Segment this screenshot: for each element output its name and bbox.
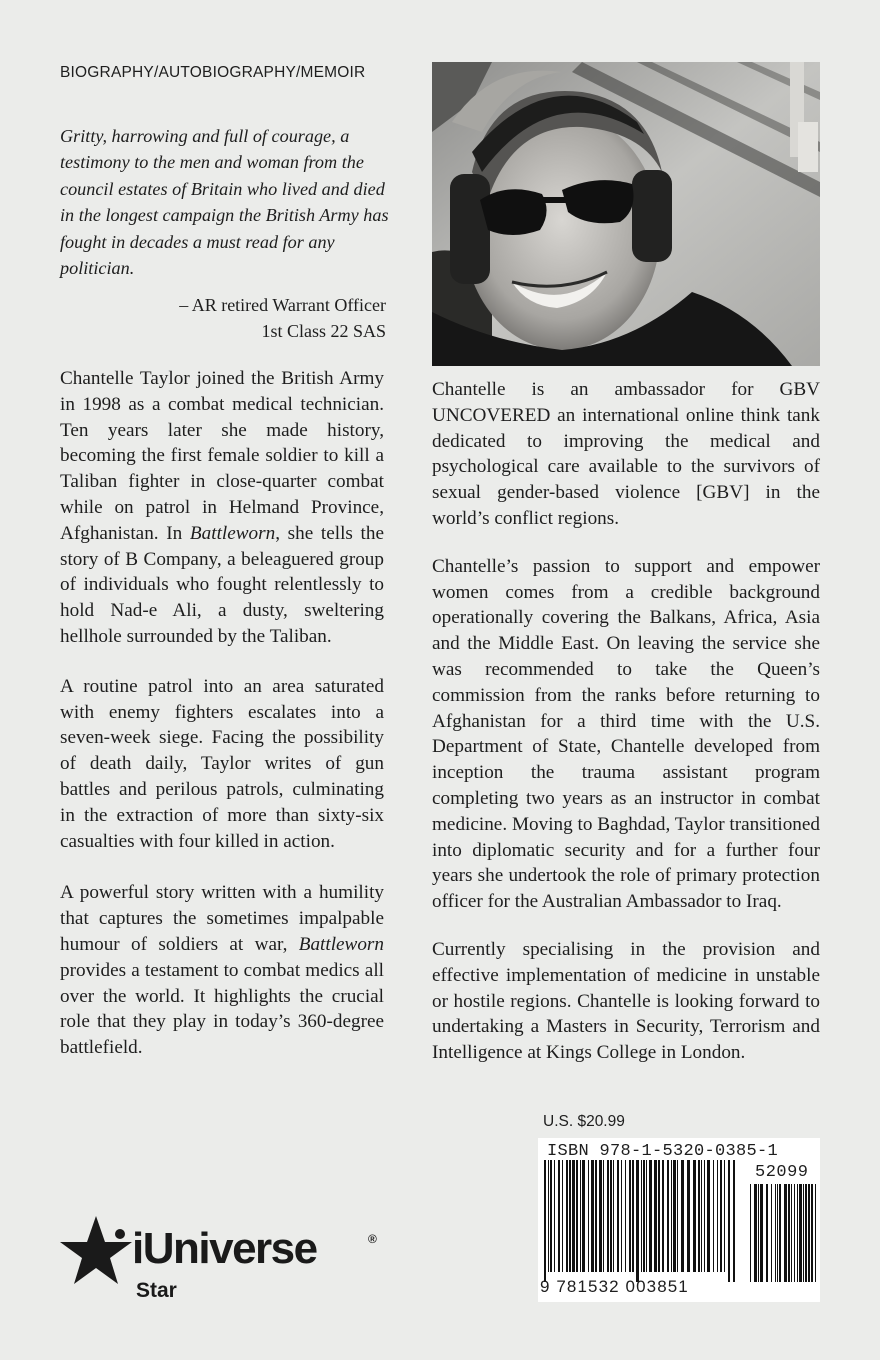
bio-paragraph-2: Chantelle’s passion to support and empower women comes from a credible background operationally covering the Balkans, Africa, Asia and the Middle East. On leaving the service she was recommended to take the Queen’s commission from the ranks before returning to Afghanistan for a third time with the U.S. Department of State, Chantelle developed from inception the trauma assistant program completing two years as an instructor in combat medicine. Moving to Baghdad, Taylor transitioned into diplomatic security and for a further four years she undertook the role of primary protection officer for the Australian Ambassador to Iraq. — [432, 555, 820, 913]
price-label: U.S. $20.99 — [543, 1113, 625, 1130]
description-paragraph-3: A powerful story written with a humility that captures the sometimes impalpable humour of soldiers at war, Battleworn provides a testament to combat medics all over the world. It highlights the crucial role that they play in today’s 360-degree battlefield. — [60, 882, 384, 1059]
publisher-imprint: Star — [136, 1279, 177, 1302]
genre-label: BIOGRAPHY/AUTOBIOGRAPHY/MEMOIR — [60, 64, 366, 81]
book-title: Battleworn — [189, 522, 276, 544]
description-paragraph-2: A routine patrol into an area saturated with enemy fighters escalates into a seven-week siege. Facing the possibility of death daily, Taylor writes of gun battles and perilous patrols, culminating in the extraction of more than sixty-six casualties with four killed in action. — [60, 675, 384, 852]
attribution-line-2: 1st Class 22 SAS — [261, 321, 386, 341]
star-icon — [60, 1216, 132, 1284]
book-title: Battleworn — [298, 933, 384, 955]
publisher-name: iUniverse — [132, 1224, 317, 1273]
price-addon-code: 52099 — [755, 1163, 809, 1182]
bio-paragraph-3: Currently specialising in the provision and effective implementation of medicine in unstable or hostile regions. Chantelle is looking forward to undertaking a Masters in Security, Terrorism and Intelligence at Kings College in London. — [432, 938, 820, 1064]
book-description — [60, 366, 384, 1083]
endorsement-quote: Gritty, harrowing and full of courage, a testimony to the men and woman from the council estates of Britain who lived and died in the longest campaign the British Army has fought in decades a must read for any politician. — [60, 126, 389, 279]
isbn-number: ISBN 978-1-5320-0385-1 — [547, 1142, 779, 1161]
attribution-line-1: – AR retired Warrant Officer — [179, 295, 386, 315]
description-paragraph-1: Chantelle Taylor joined the British Army in 1998 as a combat medical technician. Ten years later she made history, becoming the first female soldier to kill a Taliban fighter in close-quarter combat while on patrol in Helmand Province, Afghanistan. In Battleworn, she tells the story of B Company, a beleaguered group of individuals who fought relentlessly to hold Nad-e Ali, a dusty, sweltering hellhole surrounded by the Taliban. — [60, 368, 385, 647]
endorsement-attribution — [60, 292, 386, 344]
author-photo — [432, 62, 820, 366]
author-biography — [432, 377, 820, 1088]
bio-paragraph-1: Chantelle is an ambassador for GBV UNCOVERED an international online think tank dedicated to improving the medical and psychological care available to the survivors of sexual gender-based violence [GBV] in the world’s conflict regions. — [432, 379, 820, 529]
ean-digits: 9 781532 003851 — [540, 1277, 689, 1296]
registered-mark: ® — [368, 1232, 377, 1246]
